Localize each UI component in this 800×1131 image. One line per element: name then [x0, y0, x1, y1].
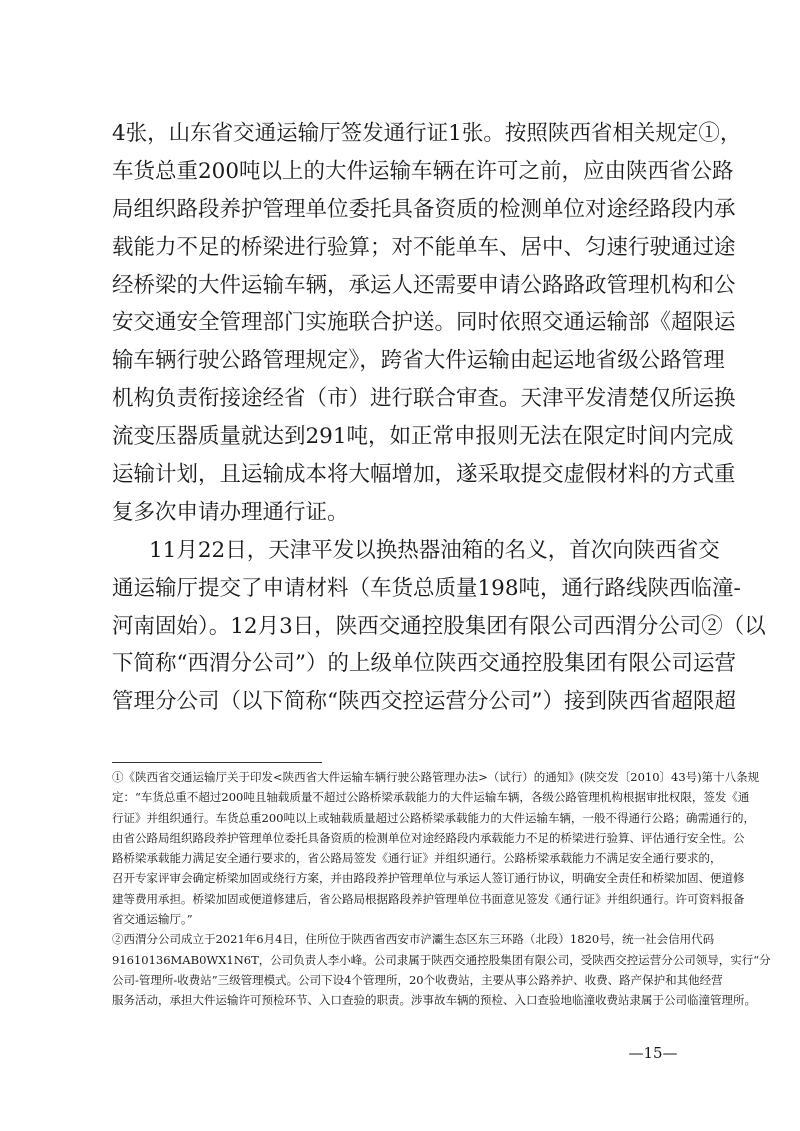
page-number: —15— — [628, 1044, 678, 1062]
footnote-line: 由省公路局组织路段养护管理单位委托具备资质的检测单位对途经路段内承载能力不足的桥梁进行验算、评估通行安全性。公 — [112, 830, 745, 845]
body-line: 机构负责衔接途经省（市）进行联合审查。天津平发清楚仅所运换 — [112, 386, 736, 412]
footnote-line: 行证》并组织通行。车货总重200吨以上或轴载质量超过公路桥梁承载能力的大件运输车辆，一般不得通行公路；确需通行的， — [112, 810, 755, 825]
body-line: 河南固始）。12月3日，陕西交通控股集团有限公司西渭分公司②（以 — [112, 613, 766, 639]
footnote-line: 服务活动，承担大件运输许可预检环节、入口查验的职责。涉事故车辆的预检、入口查验地临潼收费站隶属于公司临潼管理所。 — [112, 993, 756, 1008]
body-line: 流变压器质量就达到291吨，如正常申报则无法在限定时间内完成 — [112, 424, 734, 450]
body-line: 4张，山东省交通运输厅签发通行证1张。按照陕西省相关规定①， — [112, 121, 742, 146]
footnote-line: ①《陕西省交通运输厅关于印发<陕西省大件运输车辆行驶公路管理办法>（试行）的通知》(陕交发〔2010〕43号)第十八条规 — [112, 770, 760, 784]
footnote-line: 公司-管理所-收费站”三级管理模式。公司下设4个管理所，20个收费站，主要从事公路养护、收费、路产保护和其他经营 — [112, 972, 723, 987]
body-line: 安交通安全管理部门实施联合护送。同时依照交通运输部《超限运 — [112, 310, 736, 336]
footnote-line: 省交通运输厅。” — [112, 912, 193, 927]
body-text — [112, 115, 766, 721]
body-line: 下简称“西渭分公司”）的上级单位陕西交通控股集团有限公司运营 — [112, 651, 736, 677]
footnote-line: 定：“车货总重不超过200吨且轴载质量不超过公路桥梁承载能力的大件运输车辆，各级公路管理机构根据审批权限，签发《通 — [112, 790, 750, 805]
footnote-line: 路桥梁承载能力满足安全通行要求的，省公路局签发《通行证》并组织通行。公路桥梁承载能力不满足安全通行要求的， — [112, 851, 722, 866]
body-line: 管理分公司（以下简称“陕西交控运营分公司”）接到陕西省超限超 — [112, 689, 736, 715]
body-line: 载能力不足的桥梁进行验算；对不能单车、居中、匀速行驶通过途 — [112, 234, 736, 260]
body-line: 11月22日，天津平发以换热器油箱的名义，首次向陕西省交 — [149, 537, 720, 563]
footnote-line: 建等费用承担。桥梁加固或便道修建后，省公路局根据路段养护管理单位书面意见签发《通行证》并组织通行。许可资料报备 — [112, 891, 745, 906]
footnote-line: ②西渭分公司成立于2021年6月4日，住所位于陕西省西安市浐灞生态区东三环路（北段）1820号，统一社会信用代码 — [112, 932, 715, 947]
body-line: 输车辆行驶公路管理规定》，跨省大件运输由起运地省级公路管理 — [112, 348, 725, 374]
footnotes — [112, 767, 771, 1011]
footnote-separator — [112, 762, 322, 763]
body-line: 通运输厅提交了申请材料（车货总质量198吨，通行路线陕西临潼- — [112, 575, 741, 601]
body-line: 复多次申请办理通行证。 — [112, 499, 349, 525]
body-line: 运输计划，且运输成本将大幅增加，遂采取提交虚假材料的方式重 — [112, 462, 736, 488]
footnote-line: 召开专家评审会确定桥梁加固或绕行方案，并由路段养护管理单位与承运人签订通行协议，明确安全责任和桥梁加固、便道修 — [112, 871, 745, 886]
body-line: 局组织路段养护管理单位委托具备资质的检测单位对途经路段内承 — [112, 196, 736, 222]
body-line: 经桥梁的大件运输车辆，承运人还需要申请公路路政管理机构和公 — [112, 272, 736, 298]
footnote-line: 91610136MAB0WX1N6T，公司负责人李小峰。公司隶属于陕西交通控股集团有限公司，受陕西交控运营分公司领导，实行“分 — [112, 952, 771, 967]
body-line: 车货总重200吨以上的大件运输车辆在许可之前，应由陕西省公路 — [112, 158, 734, 184]
